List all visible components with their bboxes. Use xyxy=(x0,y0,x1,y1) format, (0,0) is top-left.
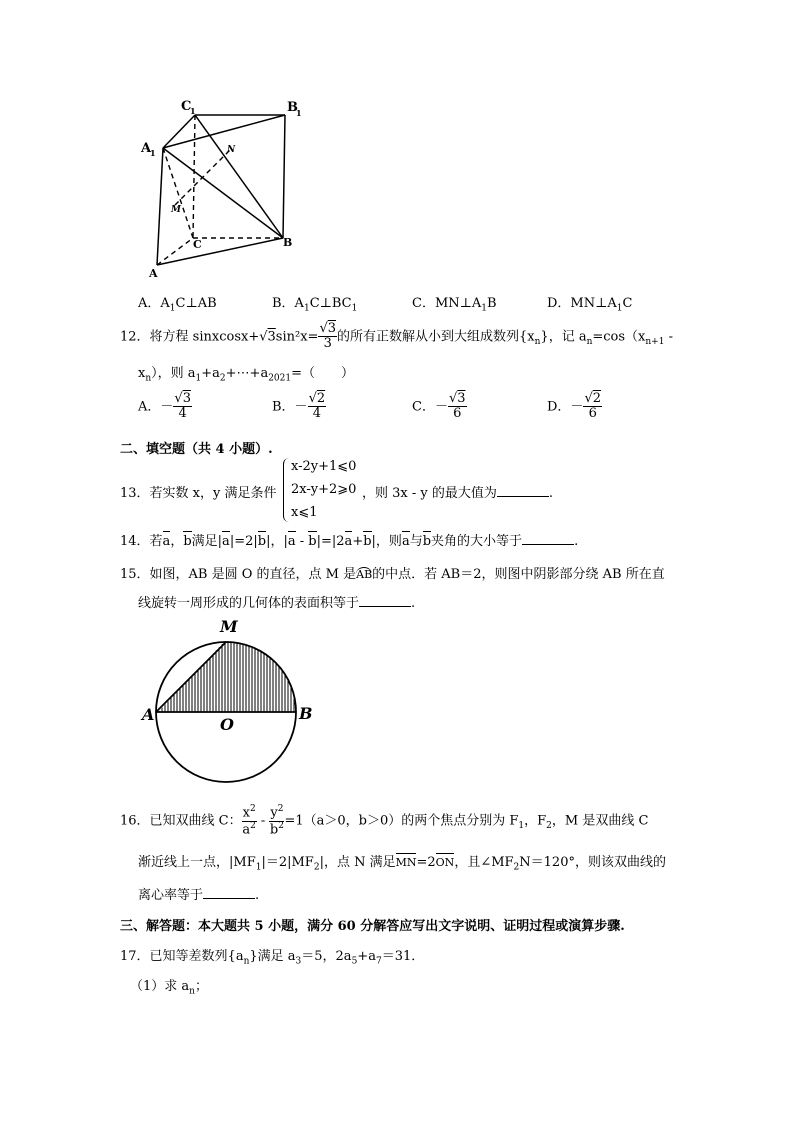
question-12-line2: $x_n$），则 $a_1+a_2+\cdots+a_{2021}=$（ ） xyxy=(138,366,355,384)
question-13-lead: 13．若实数 x，y 满足条件 xyxy=(120,486,277,501)
q11-option-d: D．$MN\perp A_1C$ xyxy=(547,296,633,314)
label-B1: B xyxy=(287,100,298,115)
label-C1: C xyxy=(181,99,192,114)
q12-option-b: B．－ $\frac{√2}{4}$ xyxy=(272,391,326,422)
question-15-line2: 线旋转一周形成的几何体的表面积等于 . xyxy=(138,596,416,611)
q11-option-a: A．$A_1C\perp AB$ xyxy=(138,296,217,314)
fig15-label-A: A xyxy=(142,705,155,724)
q12-option-a: A．－ $\frac{√3}{4}$ xyxy=(138,391,191,422)
q11-option-c: C．$MN\perp A_1B$ xyxy=(412,296,497,314)
q13-constraint-2: 2x-y+2⩾0 xyxy=(291,482,357,497)
q13-constraint-1: x-2y+1⩽0 xyxy=(291,459,357,474)
question-15-line1: 15．如图，AB 是圆 O 的直径，点 M 是AB的中点．若 AB＝2，则图中阴影部分绕 AB 所在直 xyxy=(120,567,665,582)
svg-text:1: 1 xyxy=(296,108,302,118)
q15-circle-figure xyxy=(140,612,325,807)
question-17: 17．已知等差数列$\{a_n\}$满足 $a_3=5$，$2a_5+a_7=31$． xyxy=(120,949,425,967)
label-A: A xyxy=(149,267,158,280)
question-16-line2: 渐近线上一点，$|MF_1|=2|MF_2|$，点 N 满足MN=2ON，且$\angle MF_2N=120^\circ$，则该双曲线的 xyxy=(138,855,666,873)
label-N: N xyxy=(227,145,236,155)
fig15-label-M: M xyxy=(220,617,238,636)
question-16-line3: 离心率等于 . xyxy=(138,888,260,903)
question-14: 14．若a，b满足|a|=2|b|，|a - b|=|2a+b|，则a与b夹角的大小等于 . xyxy=(120,534,579,549)
label-C: C xyxy=(193,238,202,251)
question-16-line1: 16．已知双曲线 C： $\frac{x^2}{a^2}$ - $\frac{y^2}{b^2}$ =1（a＞0，b＞0）的两个焦点分别为 $F_1$，$F_2$，M 是双曲线 C xyxy=(120,804,649,837)
section-3-heading: 三、解答题：本大题共 5 小题，满分 60 分解答应写出文字说明、证明过程或演算步骤. xyxy=(120,919,625,934)
question-17-part-1: （1）求 $a_n$； xyxy=(130,979,208,997)
q11-prism-figure xyxy=(135,95,315,280)
label-B: B xyxy=(283,236,293,249)
q12-option-d: D．－ $\frac{√2}{6}$ xyxy=(547,391,602,422)
q12-option-c: C．－ $\frac{√3}{6}$ xyxy=(412,391,466,422)
section-2-heading: 二、填空题（共 4 小题）. xyxy=(120,442,273,457)
question-13-tail: ，则 3x - y 的最大值为 . xyxy=(362,486,554,501)
svg-text:1: 1 xyxy=(190,106,196,116)
fig15-label-O: O xyxy=(220,715,234,734)
q11-option-b: B．$A_1C\perp BC_1$ xyxy=(272,296,358,314)
svg-text:1: 1 xyxy=(150,148,156,158)
label-M: M xyxy=(171,205,181,215)
q13-brace xyxy=(283,458,290,522)
q13-constraint-3: x⩽1 xyxy=(291,505,318,520)
fig15-label-B: B xyxy=(299,704,313,723)
label-A1: A xyxy=(141,141,152,156)
question-12: 12．将方程 sinxcosx+√3sin²x= $\frac{√3}{3}$ 的所有正数解从小到大组成数列$\{x_n\}$，记 $a_n=\cos(x_{n+1}$ - xyxy=(120,321,673,352)
